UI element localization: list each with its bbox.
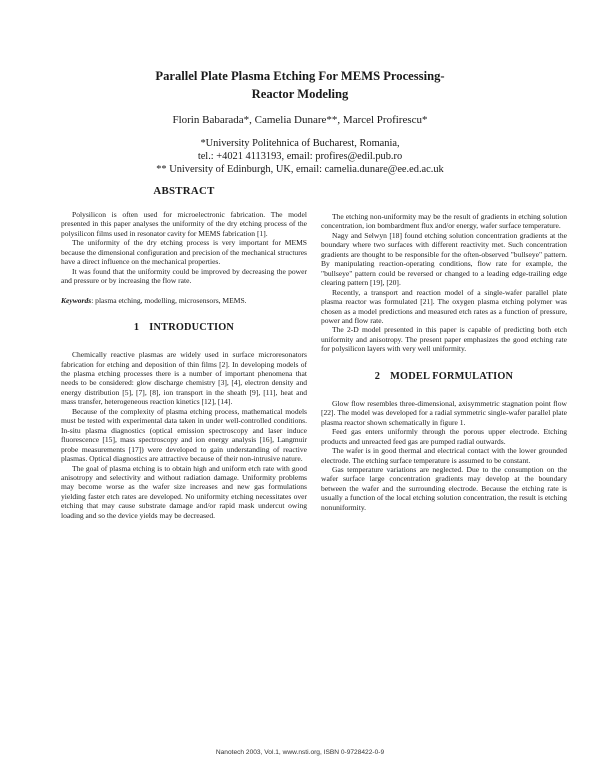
affiliation-1-contact: tel.: +4021 4113193, email: profires@edil.pub.ro <box>197 151 403 162</box>
affiliations <box>60 137 540 176</box>
section-1-number: 1 <box>133 322 140 334</box>
intro-paragraph: The etching non-uniformity may be the result of gradients in etching solution concentration, ion bombardment flux and/or energy, wafer surface temperature. <box>321 212 567 231</box>
paper-title <box>60 67 540 103</box>
section-2-paragraph: Feed gas enters uniformly through the porous upper electrode. Etching products and unreacted feed gas are pumped radial outwards. <box>321 427 567 446</box>
section-2-paragraph: Gas temperature variations are neglected. Due to the consumption on the wafer surface large concentration gradients may develop at the boundary between the wafer and the surrounding electrode. Because the etching rate is usually a function of the local etching solution concentration, the result is etching nonuniformity. <box>321 464 567 512</box>
section-1-heading <box>61 322 307 334</box>
section-1-paragraph: Chemically reactive plasmas are widely used in surface microresonators fabrication for etching and deposition of thin films [2]. In developing models of the plasma etching processes there is a number of important phenomena that needs to be considered: glow discharge chemistry [3], [4], electron density and energy distribution [5], [7], [8], ion transport in the sheath [9], [11], heat and mass transfer, heterogeneous reaction kinetics [12], [14]. <box>61 350 307 407</box>
intro-paragraph: The 2-D model presented in this paper is capable of predicting both etch uniformity and anisotropy. The present paper emphasizes the good etching rate for polysilicon layers with very well uniformity. <box>321 325 567 354</box>
section-2-paragraph: Glow flow resembles three-dimensional, axisymmetric stagnation point flow [22]. The model was developed for a radial symmetric single-wafer parallel plate plasma reactor shown schematically in figure 1. <box>321 398 567 427</box>
affiliation-1: *University Politehnica of Bucharest, Romania, <box>200 138 400 149</box>
section-2-paragraph: The wafer is in good thermal and electrical contact with the lower grounded electrode. The etching surface temperature is assumed to be constant. <box>321 446 567 465</box>
section-1-paragraph: The goal of plasma etching is to obtain high and uniform etch rate with good anisotropy and selectivity and without radiation damage. Uniformity problems may become worse as the wafer size increases and new gas formulations yielding faster etch rates are developed. No uniformity etching necessitates over etching that may cause substrate damage and/or rapid mask undercut owing loading and so the device yields may be decreased. <box>61 463 307 520</box>
section-2-title: MODEL FORMULATION <box>390 370 514 382</box>
abstract-heading: ABSTRACT <box>153 185 215 197</box>
author-list: Florin Babarada*, Camelia Dunare**, Marcel Profirescu* <box>172 114 428 126</box>
section-1-title: INTRODUCTION <box>149 322 235 334</box>
left-column <box>61 185 307 520</box>
title-line-2: Reactor Modeling <box>251 87 349 101</box>
title-line-1: Parallel Plate Plasma Etching For MEMS Processing- <box>155 69 445 83</box>
abstract-paragraph: It was found that the uniformity could be improved by decreasing the power and pressure or by increasing the flow rate. <box>61 266 307 286</box>
abstract-paragraph: The uniformity of the dry etching process is very important for MEMS because the dimensional configuration and precision of the mechanical structures have a direct influence on the mechanical properties. <box>61 238 307 267</box>
section-2-number: 2 <box>374 370 381 382</box>
keywords-text: : plasma etching, modelling, microsensors, MEMS. <box>91 295 247 305</box>
keywords-label: Keywords <box>61 295 92 305</box>
intro-paragraph: Recently, a transport and reaction model of a single-wafer parallel plate plasma reactor was formulated [21]. The oxygen plasma etching polymer was chosen as a model predictions and measured etch rates as a function of pressure, power and flow rate. <box>321 287 567 325</box>
right-column <box>321 212 567 512</box>
page-footer: Nanotech 2003, Vol.1, www.nsti.org, ISBN 0-9728422-0-9 <box>215 749 385 756</box>
section-1-paragraph: Because of the complexity of plasma etching process, mathematical models must be tested with experimental data taken in under well-controlled conditions. In-situ plasma diagnostics (optical emission spectroscopy and laser induce fluorescence [15], mass spectroscopy and ion energy analysis [16], Langmuir probe measurements [17]) were developed to gain understanding of reactive plasmas. Optical diagnostics are attractive because of their non-intrusive nature. <box>61 406 307 464</box>
keywords <box>61 296 307 305</box>
section-2-heading <box>321 371 567 383</box>
intro-paragraph: Nagy and Selwyn [18] found etching solution concentration gradients at the boundary where two surfaces with different reactivity met. Such concentration gradients are thought to be responsible for the often-observed "bullseye" pattern. By manipulating reaction-operating conditions, flow rate for example, the "bullseye" pattern could be reversed or changed to a leading edge-trailing edge clearing pattern [19], [20]. <box>321 230 567 288</box>
abstract-paragraph: Polysilicon is often used for microelectronic fabrication. The model presented in this paper analyses the uniformity of the dry etching process of the polysilicon films used in resonator cavity for MEMS fabrication [1]. <box>61 210 307 238</box>
affiliation-2: ** University of Edinburgh, UK, email: camelia.dunare@ee.ed.ac.uk <box>156 164 444 175</box>
